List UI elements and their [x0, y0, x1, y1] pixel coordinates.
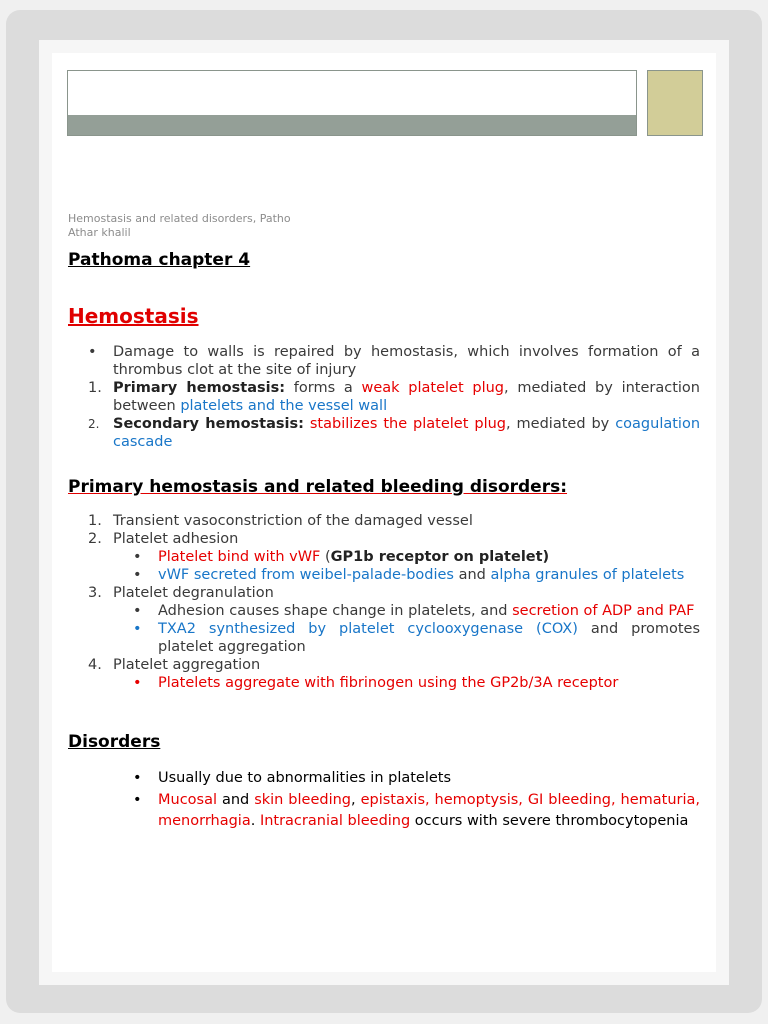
bullet-icon: •	[133, 549, 142, 565]
sub-list-item: • Platelets aggregate with fibrinogen using the GP2b/3A receptor	[133, 675, 619, 691]
bullet-icon: •	[133, 621, 142, 637]
disorders-list	[68, 769, 700, 832]
primary-list	[68, 512, 700, 692]
disorders-heading: Disorders	[68, 732, 161, 752]
meta-author: Athar khalil	[68, 226, 131, 239]
document-meta	[68, 212, 700, 240]
header-accent-square	[647, 70, 703, 136]
document-content	[68, 212, 700, 832]
list-item: 4. Platelet aggregation	[88, 657, 261, 673]
sub-list-item: • vWF secreted from weibel-palade-bodies and alpha granules of platelets	[133, 567, 685, 583]
hemostasis-list	[68, 343, 700, 451]
list-item: • Damage to walls is repaired by hemostasis, which involves formation of a thrombus clot at the site of injury	[88, 344, 700, 378]
primary-heading: Primary hemostasis and related bleeding disorders:	[68, 477, 568, 497]
list-number: 1.	[88, 513, 102, 529]
list-number: 1.	[88, 380, 102, 396]
hemostasis-heading: Hemostasis	[68, 304, 199, 328]
header-bar	[68, 115, 636, 135]
list-number: 4.	[88, 657, 102, 673]
list-item: 1. Transient vasoconstriction of the damaged vessel	[88, 513, 473, 529]
bullet-icon: •	[133, 770, 142, 786]
list-item: 2. Platelet adhesion	[88, 531, 239, 547]
bullet-icon: •	[133, 603, 142, 619]
bullet-icon: •	[133, 567, 142, 583]
list-item: 1. Primary hemostasis: forms a weak platelet plug, mediated by interaction between platelets and the vessel wall	[88, 380, 700, 414]
list-number: 2.	[88, 531, 102, 547]
bullet-icon: •	[133, 792, 142, 808]
meta-title: Hemostasis and related disorders, Patho	[68, 212, 291, 225]
sub-list-item: • Mucosal and skin bleeding, epistaxis, hemoptysis, GI bleeding, hematuria, menorrhagia. Intracranial bleeding occurs with severe thrombocytopenia	[133, 792, 701, 829]
list-number: 2.	[88, 417, 100, 431]
bullet-icon: •	[88, 344, 97, 360]
header-banner	[67, 70, 637, 136]
sub-list-item: • TXA2 synthesized by platelet cyclooxygenase (COX) and promotes platelet aggregation	[133, 621, 700, 655]
list-item: 3. Platelet degranulation	[88, 585, 274, 601]
list-item: 2. Secondary hemostasis: stabilizes the platelet plug, mediated by coagulation cascade	[88, 416, 701, 450]
sub-list-item: • Platelet bind with vWF (GP1b receptor on platelet)	[133, 549, 550, 565]
document-page	[39, 40, 729, 985]
bullet-icon: •	[133, 675, 142, 691]
sub-list-item: • Adhesion causes shape change in platelets, and secretion of ADP and PAF	[133, 603, 695, 619]
sub-list-item: • Usually due to abnormalities in platelets	[133, 770, 452, 786]
list-number: 3.	[88, 585, 102, 601]
chapter-title: Pathoma chapter 4	[68, 250, 251, 270]
